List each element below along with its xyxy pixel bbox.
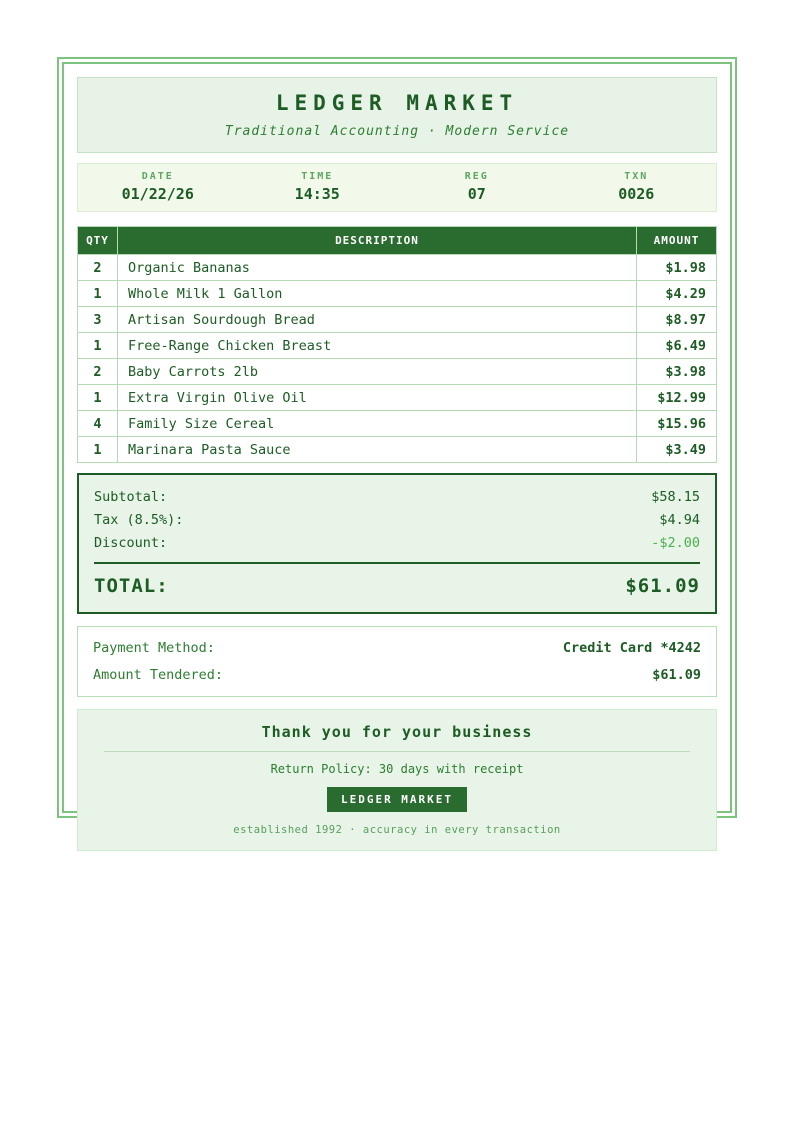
item-amount: $8.97 <box>637 307 717 333</box>
items-table-header <box>78 227 717 255</box>
column-description: DESCRIPTION <box>118 227 637 255</box>
info-field <box>557 171 717 203</box>
item-qty: 2 <box>78 359 118 385</box>
total-label: TOTAL: <box>94 575 169 597</box>
header-row <box>78 227 717 255</box>
transaction-info-bar <box>77 163 717 212</box>
item-amount: $1.98 <box>637 255 717 281</box>
established-line: established 1992 · accuracy in every transaction <box>233 824 561 836</box>
item-description: Family Size Cereal <box>118 411 637 437</box>
item-description: Marinara Pasta Sauce <box>118 437 637 463</box>
item-description: Baby Carrots 2lb <box>118 359 637 385</box>
total-value: $61.09 <box>625 575 700 597</box>
info-field <box>78 171 238 203</box>
table-row <box>78 385 717 411</box>
item-amount: $4.29 <box>637 281 717 307</box>
item-qty: 1 <box>78 437 118 463</box>
table-row <box>78 255 717 281</box>
amount-tendered-value: $61.09 <box>652 667 701 683</box>
store-header <box>77 77 717 153</box>
info-field <box>397 171 557 203</box>
item-amount: $3.98 <box>637 359 717 385</box>
item-description: Whole Milk 1 Gallon <box>118 281 637 307</box>
store-badge: LEDGER MARKET <box>327 787 467 812</box>
info-field-value: 0026 <box>618 185 655 203</box>
item-qty: 3 <box>78 307 118 333</box>
item-qty: 4 <box>78 411 118 437</box>
info-field-label: TXN <box>624 171 649 182</box>
table-row <box>78 411 717 437</box>
store-name: LEDGER MARKET <box>275 91 519 115</box>
info-field-label: TIME <box>301 171 334 182</box>
item-amount: $12.99 <box>637 385 717 411</box>
discount-row <box>94 532 700 555</box>
column-qty: QTY <box>78 227 118 255</box>
store-tagline: Traditional Accounting · Modern Service <box>224 124 570 139</box>
receipt <box>57 57 737 836</box>
item-description: Extra Virgin Olive Oil <box>118 385 637 411</box>
subtotal-label: Subtotal: <box>94 489 168 505</box>
item-amount: $15.96 <box>637 411 717 437</box>
column-amount: AMOUNT <box>637 227 717 255</box>
table-row <box>78 307 717 333</box>
discount-label: Discount: <box>94 535 168 551</box>
tax-label: Tax (8.5%): <box>94 512 184 528</box>
thank-you-message: Thank you for your business <box>261 723 533 741</box>
table-row <box>78 333 717 359</box>
totals-box <box>77 473 717 614</box>
footer-divider <box>104 751 690 752</box>
info-field <box>238 171 398 203</box>
item-amount: $3.49 <box>637 437 717 463</box>
item-qty: 2 <box>78 255 118 281</box>
item-qty: 1 <box>78 333 118 359</box>
info-field-value: 01/22/26 <box>121 185 194 203</box>
item-description: Organic Bananas <box>118 255 637 281</box>
info-field-label: REG <box>464 171 489 182</box>
return-policy: Return Policy: 30 days with receipt <box>270 762 524 776</box>
info-field-label: DATE <box>141 171 174 182</box>
subtotal-value: $58.15 <box>651 489 700 505</box>
totals-divider <box>94 562 700 564</box>
item-description: Free-Range Chicken Breast <box>118 333 637 359</box>
payment-box <box>77 626 717 697</box>
table-row <box>78 437 717 463</box>
item-amount: $6.49 <box>637 333 717 359</box>
item-qty: 1 <box>78 281 118 307</box>
amount-tendered-row <box>93 666 701 684</box>
subtotal-row <box>94 486 700 509</box>
item-description: Artisan Sourdough Bread <box>118 307 637 333</box>
table-row <box>78 359 717 385</box>
info-field-value: 07 <box>467 185 486 203</box>
tax-row <box>94 509 700 532</box>
items-table <box>77 226 717 463</box>
payment-method-value: Credit Card *4242 <box>562 640 701 656</box>
info-field-value: 14:35 <box>294 185 340 203</box>
total-row <box>94 572 700 600</box>
payment-method-row <box>93 639 701 657</box>
tax-value: $4.94 <box>659 512 700 528</box>
receipt-footer <box>77 709 717 851</box>
amount-tendered-label: Amount Tendered: <box>93 667 224 683</box>
item-qty: 1 <box>78 385 118 411</box>
discount-value: -$2.00 <box>651 535 700 551</box>
payment-method-label: Payment Method: <box>93 640 215 656</box>
table-row <box>78 281 717 307</box>
items-table-body <box>78 255 717 463</box>
